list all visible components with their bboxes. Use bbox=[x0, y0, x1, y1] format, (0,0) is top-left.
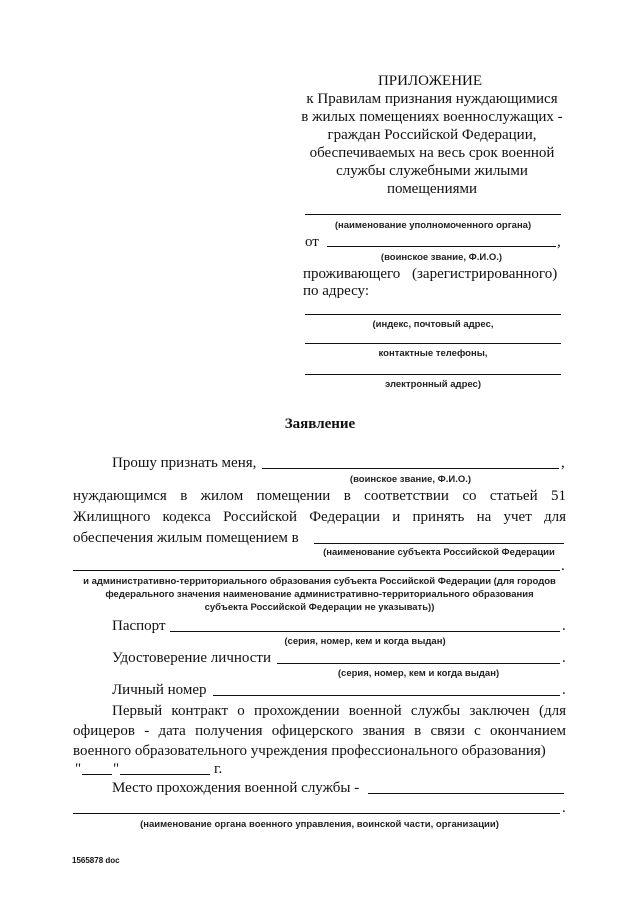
subject-dot: . bbox=[561, 558, 565, 574]
date-month-field[interactable] bbox=[120, 774, 210, 775]
statement-title: Заявление bbox=[284, 416, 356, 432]
id-field-line[interactable] bbox=[277, 663, 560, 664]
from-field-line[interactable] bbox=[327, 246, 556, 247]
authority-caption: (наименование уполномоченного органа) bbox=[334, 220, 532, 231]
passport-field-line[interactable] bbox=[170, 631, 560, 632]
date-quote-close: " bbox=[113, 761, 120, 777]
email-caption: электронный адрес) bbox=[384, 379, 481, 390]
appendix-line-2: в жилых помещениях военнослужащих - bbox=[301, 109, 563, 125]
subject-field-line[interactable] bbox=[314, 543, 564, 544]
request-field-line[interactable] bbox=[262, 468, 559, 469]
date-quote-open: " bbox=[75, 761, 82, 777]
date-day-field[interactable] bbox=[82, 774, 112, 775]
body-line-1: нуждающимся в жилом помещении в соответствии со статьей 51 bbox=[73, 488, 566, 504]
personal-number-label: Личный номер bbox=[112, 682, 207, 698]
body-line-3: обеспечения жилым помещением в bbox=[73, 530, 299, 546]
personal-number-field-line[interactable] bbox=[213, 695, 560, 696]
appendix-line-4: обеспечиваемых на весь срок военной bbox=[309, 145, 555, 161]
note-line-3: субъекта Российской Федерации не указывать)) bbox=[204, 602, 435, 613]
appendix-line-6: помещениями bbox=[386, 181, 478, 197]
passport-dot: . bbox=[562, 618, 566, 634]
phones-field-line[interactable] bbox=[305, 343, 561, 344]
id-caption: (серия, номер, кем и когда выдан) bbox=[337, 668, 500, 679]
contract-line-2: офицеров - дата получения офицерского звания в связи с окончанием bbox=[73, 723, 566, 739]
service-caption: (наименование органа военного управления, воинской части, организации) bbox=[140, 819, 499, 830]
service-dot: . bbox=[562, 800, 566, 816]
from-comma: , bbox=[557, 234, 561, 250]
request-label: Прошу признать меня, bbox=[112, 455, 257, 471]
address-label: по адресу: bbox=[303, 283, 370, 299]
body-line-2: Жилищного кодекса Российской Федерации и принять на учет для bbox=[73, 509, 566, 525]
service-place-field-line[interactable] bbox=[368, 793, 564, 794]
contract-line-3: военного образовательного учреждения профессионального образования) bbox=[73, 743, 546, 759]
appendix-line-1: к Правилам признания нуждающимися bbox=[306, 91, 558, 107]
subject-field-line-2[interactable] bbox=[73, 570, 560, 571]
id-label: Удостоверение личности bbox=[112, 650, 272, 666]
appendix-line-5: службы служебными жилыми bbox=[336, 163, 528, 179]
passport-caption: (серия, номер, кем и когда выдан) bbox=[284, 636, 446, 647]
subject-caption: (наименование субъекта Российской Федерации bbox=[323, 547, 555, 558]
rank-caption: (воинское звание, Ф.И.О.) bbox=[380, 252, 503, 263]
request-caption: (воинское звание, Ф.И.О.) bbox=[349, 474, 472, 485]
note-line-2: федерального значения наименование административно-территориального образования bbox=[105, 589, 534, 600]
appendix-line-3: граждан Российской Федерации, bbox=[327, 127, 537, 143]
from-label: от bbox=[305, 234, 319, 250]
personal-number-dot: . bbox=[562, 682, 566, 698]
service-place-label: Место прохождения военной службы - bbox=[112, 780, 360, 796]
id-dot: . bbox=[562, 650, 566, 666]
address-field-line[interactable] bbox=[305, 314, 561, 315]
doc-id: 1565878 doc bbox=[72, 856, 120, 865]
contract-line-1: Первый контракт о прохождении военной службы заключен (для bbox=[112, 703, 566, 719]
email-field-line[interactable] bbox=[305, 374, 561, 375]
address-caption: (индекс, почтовый адрес, bbox=[372, 319, 494, 330]
authority-field-line[interactable] bbox=[305, 214, 561, 215]
residing-word: проживающего bbox=[303, 266, 401, 282]
request-comma: , bbox=[561, 455, 565, 471]
phones-caption: контактные телефоны, bbox=[378, 348, 488, 359]
passport-label: Паспорт bbox=[112, 618, 166, 634]
service-place-field-line-2[interactable] bbox=[73, 813, 560, 814]
appendix-title: ПРИЛОЖЕНИЕ bbox=[377, 73, 483, 89]
note-line-1: и административно-территориального образования субъекта Российской Федерации (для городов bbox=[83, 576, 556, 587]
registered-word: (зарегистрированного) bbox=[412, 266, 558, 282]
date-year-suffix: г. bbox=[214, 761, 223, 777]
